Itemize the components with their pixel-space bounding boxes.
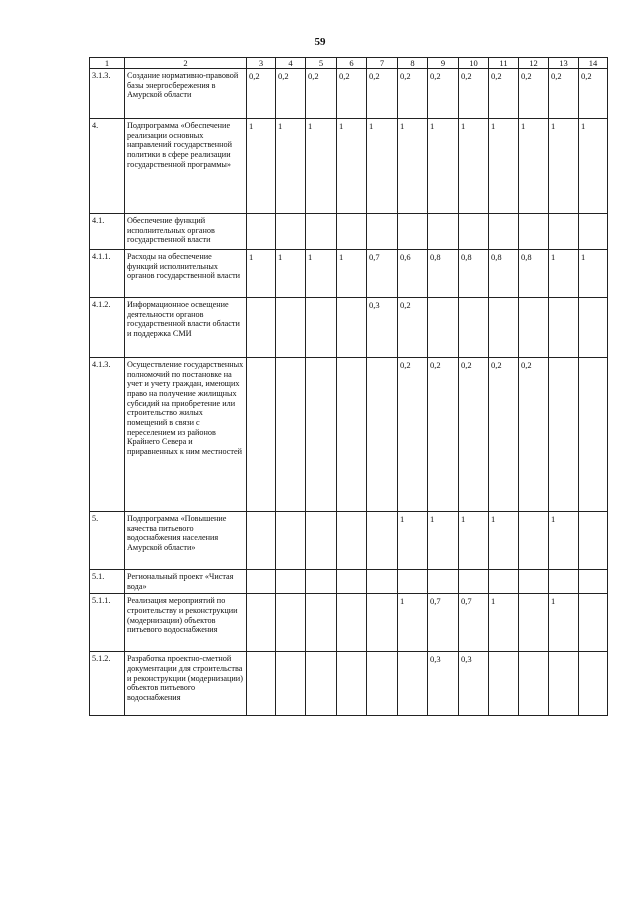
value-cell xyxy=(247,214,276,250)
page-number: 59 xyxy=(314,36,326,48)
column-header: 8 xyxy=(398,58,428,69)
value-cell: 1 xyxy=(306,250,337,298)
table-row xyxy=(90,358,608,512)
row-name: Региональный проект «Чистая вода» xyxy=(125,570,247,594)
value-cell: 1 xyxy=(579,250,608,298)
row-name: Расходы на обеспечение функций исполнительных органов государственной власти xyxy=(125,250,247,298)
column-header: 6 xyxy=(337,58,367,69)
value-cell xyxy=(276,512,306,570)
table-row xyxy=(90,69,608,119)
value-cell xyxy=(247,594,276,652)
row-name: Подпрограмма «Обеспечение реализации основных направлений государственной политики в сфере реализации государственной программы» xyxy=(125,119,247,214)
value-cell xyxy=(306,512,337,570)
column-header: 7 xyxy=(367,58,398,69)
value-cell xyxy=(367,652,398,716)
value-cell xyxy=(549,214,579,250)
value-cell: 0,2 xyxy=(519,69,549,119)
row-name: Реализация мероприятий по строительству и реконструкции (модернизации) объектов питьевого водоснабжения xyxy=(125,594,247,652)
value-cell xyxy=(398,652,428,716)
value-cell: 0,2 xyxy=(337,69,367,119)
value-cell: 0,3 xyxy=(459,652,489,716)
row-number: 4. xyxy=(90,119,125,214)
column-header: 12 xyxy=(519,58,549,69)
value-cell xyxy=(276,358,306,512)
value-cell xyxy=(579,652,608,716)
value-cell: 0,2 xyxy=(579,69,608,119)
value-cell xyxy=(306,358,337,512)
value-cell: 0,8 xyxy=(428,250,459,298)
value-cell xyxy=(276,652,306,716)
value-cell: 1 xyxy=(549,119,579,214)
value-cell xyxy=(398,570,428,594)
value-cell xyxy=(549,570,579,594)
column-header: 2 xyxy=(125,58,247,69)
value-cell xyxy=(306,214,337,250)
value-cell xyxy=(337,298,367,358)
value-cell xyxy=(579,570,608,594)
column-header: 4 xyxy=(276,58,306,69)
value-cell xyxy=(519,594,549,652)
row-number: 4.1.2. xyxy=(90,298,125,358)
value-cell xyxy=(428,214,459,250)
value-cell: 0,2 xyxy=(398,69,428,119)
value-cell: 0,2 xyxy=(459,69,489,119)
value-cell: 1 xyxy=(337,119,367,214)
value-cell: 0,2 xyxy=(549,69,579,119)
value-cell xyxy=(247,358,276,512)
value-cell: 0,8 xyxy=(519,250,549,298)
value-cell xyxy=(519,570,549,594)
value-cell xyxy=(579,298,608,358)
value-cell xyxy=(549,358,579,512)
value-cell: 1 xyxy=(398,119,428,214)
value-cell xyxy=(428,298,459,358)
value-cell: 1 xyxy=(306,119,337,214)
value-cell: 1 xyxy=(398,594,428,652)
value-cell: 1 xyxy=(247,250,276,298)
value-cell: 1 xyxy=(337,250,367,298)
value-cell: 1 xyxy=(398,512,428,570)
value-cell xyxy=(579,358,608,512)
column-header: 5 xyxy=(306,58,337,69)
value-cell: 1 xyxy=(276,250,306,298)
value-cell xyxy=(276,298,306,358)
column-header: 10 xyxy=(459,58,489,69)
value-cell xyxy=(276,214,306,250)
column-header: 11 xyxy=(489,58,519,69)
value-cell xyxy=(337,652,367,716)
value-cell xyxy=(519,214,549,250)
column-header: 3 xyxy=(247,58,276,69)
row-number: 4.1. xyxy=(90,214,125,250)
value-cell: 1 xyxy=(519,119,549,214)
row-number: 4.1.3. xyxy=(90,358,125,512)
value-cell xyxy=(459,570,489,594)
value-cell: 0,2 xyxy=(519,358,549,512)
column-header: 1 xyxy=(90,58,125,69)
value-cell xyxy=(459,298,489,358)
value-cell: 0,7 xyxy=(367,250,398,298)
row-name: Обеспечение функций исполнительных органов государственной власти xyxy=(125,214,247,250)
row-number: 5.1. xyxy=(90,570,125,594)
row-number: 3.1.3. xyxy=(90,69,125,119)
value-cell xyxy=(367,594,398,652)
table-row xyxy=(90,119,608,214)
value-cell xyxy=(337,358,367,512)
value-cell xyxy=(519,298,549,358)
row-name: Подпрограмма «Повышение качества питьевого водоснабжения населения Амурской области» xyxy=(125,512,247,570)
value-cell: 0,7 xyxy=(459,594,489,652)
table-row xyxy=(90,570,608,594)
table-row xyxy=(90,214,608,250)
value-cell xyxy=(398,214,428,250)
row-name: Осуществление государственных полномочий по постановке на учет и учету граждан, имеющих право на получение жилищных субсидий на приобретение или строительство жилых помещений в связи с переселением из районов Крайнего Севера и приравненных к ним местностей xyxy=(125,358,247,512)
value-cell xyxy=(276,570,306,594)
value-cell xyxy=(306,298,337,358)
row-name: Создание нормативно-правовой базы энергосбережения в Амурской области xyxy=(125,69,247,119)
value-cell: 1 xyxy=(459,119,489,214)
row-number: 5.1.2. xyxy=(90,652,125,716)
value-cell xyxy=(337,594,367,652)
value-cell: 0,2 xyxy=(398,358,428,512)
value-cell: 0,8 xyxy=(459,250,489,298)
value-cell: 0,2 xyxy=(459,358,489,512)
value-cell xyxy=(367,214,398,250)
row-number: 5.1.1. xyxy=(90,594,125,652)
value-cell: 1 xyxy=(276,119,306,214)
value-cell: 1 xyxy=(579,119,608,214)
value-cell xyxy=(489,298,519,358)
value-cell xyxy=(519,652,549,716)
value-cell xyxy=(306,594,337,652)
value-cell: 0,3 xyxy=(428,652,459,716)
value-cell: 0,2 xyxy=(398,298,428,358)
value-cell xyxy=(337,512,367,570)
value-cell: 1 xyxy=(367,119,398,214)
row-name: Разработка проектно-сметной документации для строительства и реконструкции (модернизации) объектов питьевого водоснабжения xyxy=(125,652,247,716)
value-cell xyxy=(489,570,519,594)
value-cell xyxy=(428,570,459,594)
value-cell: 0,2 xyxy=(276,69,306,119)
value-cell xyxy=(549,298,579,358)
value-cell: 1 xyxy=(247,119,276,214)
value-cell xyxy=(247,298,276,358)
value-cell: 0,2 xyxy=(306,69,337,119)
value-cell xyxy=(306,570,337,594)
value-cell xyxy=(247,570,276,594)
value-cell xyxy=(337,214,367,250)
value-cell xyxy=(367,358,398,512)
row-number: 5. xyxy=(90,512,125,570)
value-cell: 1 xyxy=(428,512,459,570)
value-cell xyxy=(306,652,337,716)
value-cell: 1 xyxy=(459,512,489,570)
value-cell: 0,2 xyxy=(489,358,519,512)
value-cell: 1 xyxy=(489,119,519,214)
value-cell xyxy=(247,512,276,570)
column-header: 13 xyxy=(549,58,579,69)
value-cell xyxy=(579,512,608,570)
table-row xyxy=(90,652,608,716)
indicator-table xyxy=(89,57,608,716)
value-cell: 0,2 xyxy=(367,69,398,119)
value-cell: 0,3 xyxy=(367,298,398,358)
value-cell xyxy=(489,652,519,716)
value-cell xyxy=(337,570,367,594)
value-cell xyxy=(579,214,608,250)
value-cell: 1 xyxy=(428,119,459,214)
column-header: 14 xyxy=(579,58,608,69)
value-cell xyxy=(247,652,276,716)
value-cell: 1 xyxy=(549,512,579,570)
table-header-row xyxy=(90,58,608,69)
value-cell xyxy=(519,512,549,570)
value-cell xyxy=(367,512,398,570)
value-cell: 1 xyxy=(549,594,579,652)
row-name: Информационное освещение деятельности органов государственной власти области и поддержка СМИ xyxy=(125,298,247,358)
value-cell: 0,7 xyxy=(428,594,459,652)
value-cell xyxy=(549,652,579,716)
value-cell: 1 xyxy=(489,512,519,570)
table-row xyxy=(90,594,608,652)
value-cell xyxy=(367,570,398,594)
value-cell xyxy=(489,214,519,250)
value-cell: 0,2 xyxy=(489,69,519,119)
column-header: 9 xyxy=(428,58,459,69)
value-cell xyxy=(579,594,608,652)
table-row xyxy=(90,298,608,358)
value-cell: 0,2 xyxy=(428,69,459,119)
value-cell: 1 xyxy=(549,250,579,298)
value-cell: 0,8 xyxy=(489,250,519,298)
table-row xyxy=(90,250,608,298)
value-cell: 0,2 xyxy=(428,358,459,512)
value-cell: 0,2 xyxy=(247,69,276,119)
value-cell: 1 xyxy=(489,594,519,652)
table-row xyxy=(90,512,608,570)
value-cell xyxy=(276,594,306,652)
value-cell: 0,6 xyxy=(398,250,428,298)
value-cell xyxy=(459,214,489,250)
row-number: 4.1.1. xyxy=(90,250,125,298)
